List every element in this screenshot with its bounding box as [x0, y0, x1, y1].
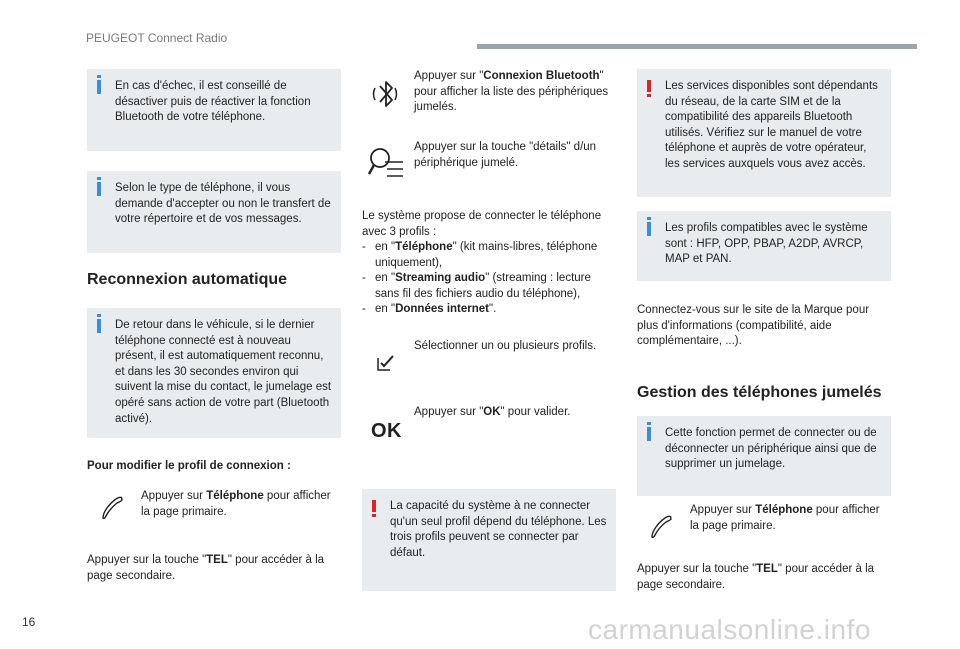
step-ok-text: Appuyer sur "OK" pour valider. — [414, 406, 571, 418]
info-note-return — [87, 308, 341, 438]
info-note-failure — [87, 69, 341, 151]
heading-gestion: Gestion des téléphones jumelés — [637, 384, 882, 401]
list-item: - en "Téléphone" (kit mains-libres, téléphone uniquement), — [362, 241, 598, 269]
step-phone-text: Appuyer sur Téléphone pour afficher la page primaire. — [141, 490, 331, 518]
info-icon — [647, 222, 651, 236]
warning-note-capacity — [362, 489, 616, 591]
info-icon — [97, 319, 101, 333]
ok-icon: OK — [371, 420, 402, 442]
info-note-profiles — [637, 211, 891, 281]
note-text: La capacité du système à ne connecter qu'un seul profil dépend du téléphone. Les trois profils peuvent se connecter par défaut. — [390, 500, 607, 559]
info-note-function — [637, 416, 891, 496]
note-text: Selon le type de téléphone, il vous demande d'accepter ou non le transfert de votre répertoire et de vos messages. — [115, 182, 331, 226]
info-note-phone-type — [87, 171, 341, 253]
profiles-intro: Le système propose de connecter le téléphone avec 3 profils : — [362, 210, 602, 238]
modify-profile-label: Pour modifier le profil de connexion : — [87, 460, 291, 472]
step-select-text: Sélectionner un ou plusieurs profils. — [414, 340, 597, 352]
step-details-text: Appuyer sur la touche "détails" d/un périphérique jumelé. — [414, 141, 597, 169]
checkbox-icon — [376, 354, 396, 372]
details-icon — [367, 142, 407, 184]
step-bluetooth-text: Appuyer sur "Connexion Bluetooth" pour afficher la liste des périphériques jumelés. — [414, 70, 609, 114]
step-tel-text: Appuyer sur la touche "TEL" pour accéder à la page secondaire. — [87, 554, 325, 582]
note-text: Les services disponibles sont dépendants du réseau, de la carte SIM et de la compatibilité des appareils Bluetooth utilisés. Vérifiez sur le manuel de votre téléphone et auprès de votre opérateur, les services auxquels vous avez accès. — [665, 80, 878, 170]
list-item: - en "Données internet". — [362, 303, 497, 316]
info-icon — [97, 182, 101, 196]
note-text: Cette fonction permet de connecter ou de déconnecter un périphérique ainsi que de supprimer un jumelage. — [665, 427, 877, 471]
page-number: 16 — [22, 615, 36, 629]
step-tel-text: Appuyer sur la touche "TEL" pour accéder à la page secondaire. — [637, 563, 875, 591]
warning-icon — [372, 500, 376, 512]
heading-reconnexion: Reconnexion automatique — [87, 271, 288, 288]
note-text: De retour dans le véhicule, si le dernier téléphone connecté est à nouveau présent, il est automatiquement reconnu, et dans les 30 secondes environ qui suivent la mise du contact, le jumelage est opéré sans action de votre part (Bluetooth activé). — [115, 319, 332, 425]
site-paragraph: Connectez-vous sur le site de la Marque pour plus d'informations (compatibilité, aide complémentaire, ...). — [637, 304, 870, 348]
phone-icon — [648, 513, 674, 539]
header-bar — [477, 44, 917, 49]
list-item: - en "Streaming audio" (streaming : lecture sans fil des fichiers audio du téléphone), — [362, 272, 591, 300]
info-icon — [647, 427, 651, 441]
step-phone-text: Appuyer sur Téléphone pour afficher la page primaire. — [690, 504, 880, 532]
bluetooth-icon — [367, 76, 407, 112]
watermark: carmanualsonline.info — [588, 614, 871, 645]
note-text: En cas d'échec, il est conseillé de désactiver puis de réactiver la fonction Bluetooth de votre téléphone. — [115, 80, 311, 124]
header-title: PEUGEOT Connect Radio — [86, 31, 228, 45]
warning-note-services — [637, 69, 891, 197]
phone-icon — [99, 494, 125, 520]
info-icon — [97, 80, 101, 94]
profiles-list — [362, 240, 616, 318]
note-text: Les profils compatibles avec le système sont : HFP, OPP, PBAP, A2DP, AVRCP, MAP et PAN. — [665, 222, 868, 266]
warning-icon — [647, 80, 651, 92]
